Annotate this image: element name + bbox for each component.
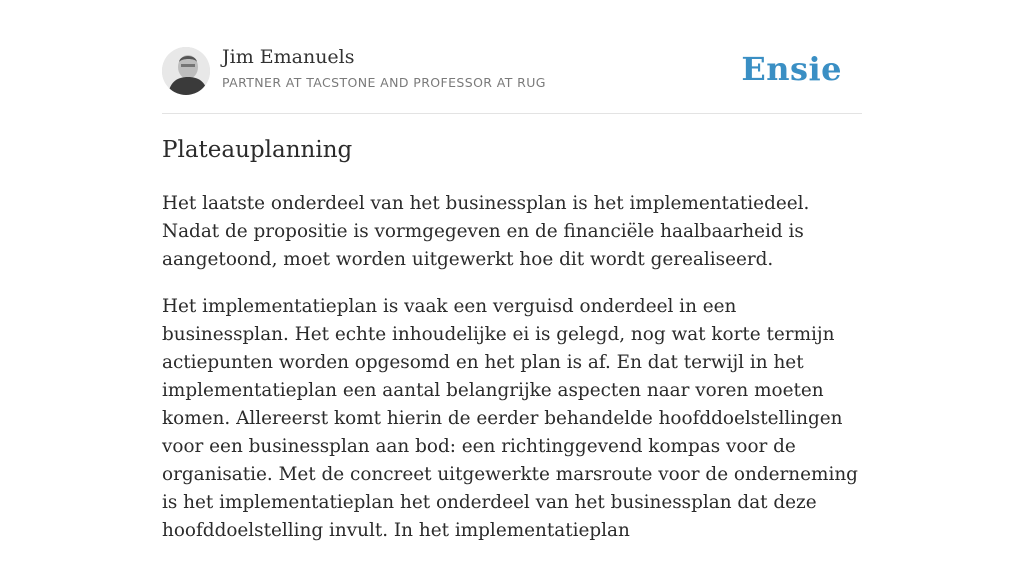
- page-container: [162, 0, 862, 541]
- author-name[interactable]: Jim Emanuels: [222, 46, 355, 68]
- author-header: [162, 0, 862, 114]
- person-icon: [162, 47, 210, 95]
- article-paragraph: Het laatste onderdeel van het businessplan is het implementatiedeel. Nadat de propositie is vormgegeven en de financiële haalbaarheid is aangetoond, moet worden uitgewerkt hoe dit wordt gerealiseerd.: [162, 193, 810, 270]
- ensie-logo[interactable]: Ensie: [741, 50, 842, 88]
- author-avatar[interactable]: [162, 47, 210, 95]
- author-role: PARTNER AT TACSTONE AND PROFESSOR AT RUG: [222, 75, 546, 90]
- article-body: [162, 190, 862, 564]
- article-title: Plateauplanning: [162, 137, 353, 163]
- article-paragraph: Het implementatieplan is vaak een verguisd onderdeel in een businessplan. Het echte inhoudelijke ei is gelegd, nog wat korte termijn actiepunten worden opgesomd en het plan is af. En dat terwijl in het implementatieplan een aantal belangrijke aspecten naar voren moeten komen. Allereerst komt hierin de eerder behandelde hoofddoelstellingen voor een businessplan aan bod: een richtinggevend kompas voor de organisatie. Met de concreet uitgewerkte marsroute voor de onderneming is het implementatieplan het onderdeel van het businessplan dat deze hoofddoelstelling invult. In het implementatieplan: [162, 296, 858, 541]
